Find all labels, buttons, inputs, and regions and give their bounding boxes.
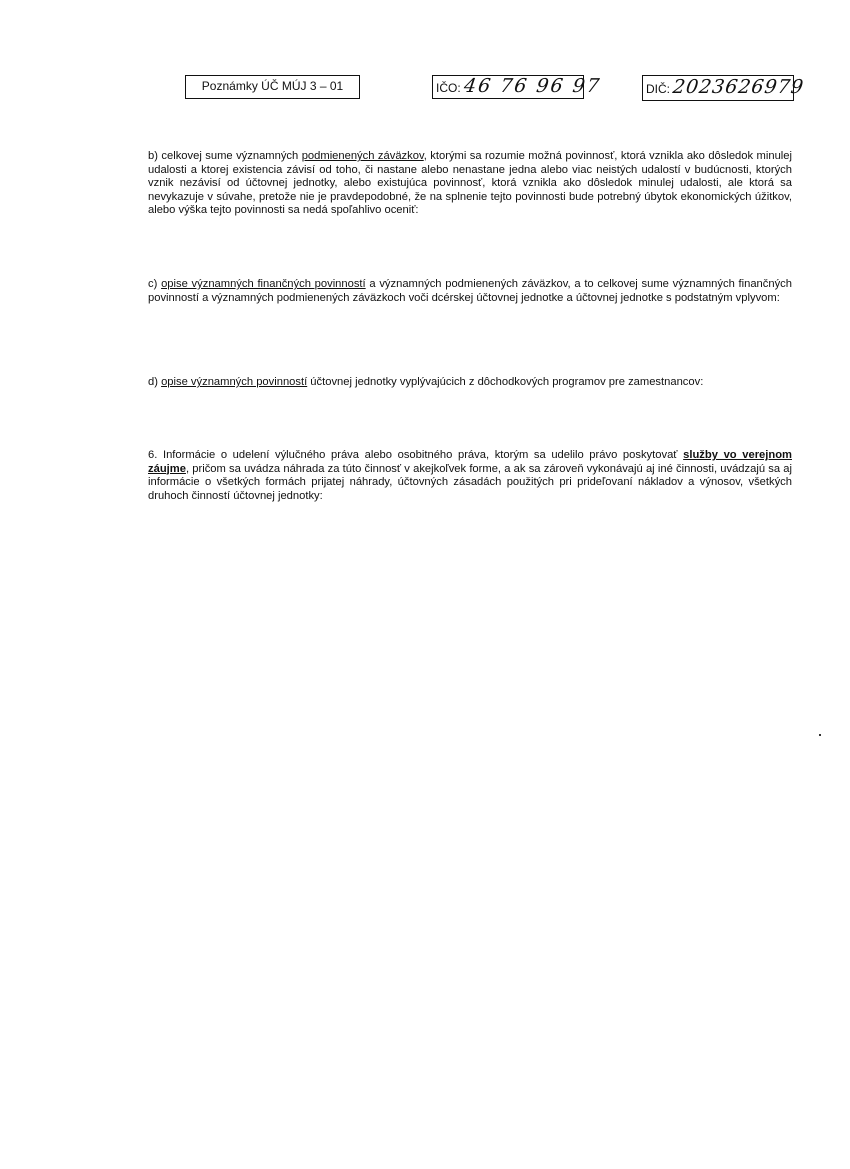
section-c-underlined: opise významných finančných povinností: [161, 278, 366, 290]
section-c: [148, 278, 792, 305]
section-b-prefix: b) celkovej sume významných: [148, 150, 302, 162]
section-6-text: , pričom sa uvádza náhrada za túto činnosť v akejkoľvek forme, a ak sa zároveň vykonávajú aj iné činnosti, uvádzajú sa aj informácie o všetkých formách prijatej náhrady, účtovných zásadách použitých pri prideľovaní nákladov a výnosov, všetkých druhoch činností účtovnej jednotky:: [148, 462, 792, 502]
ico-box: [432, 75, 603, 99]
section-d-prefix: d): [148, 376, 162, 388]
section-6-underlined: služby vo verejnom záujme: [148, 449, 792, 475]
section-6-prefix: 6. Informácie o udelení výlučného práva alebo osobitného práva, ktorým sa udelilo právo poskytovať: [148, 449, 684, 461]
form-label-box: [185, 75, 360, 99]
section-c-text: a významných podmienených záväzkov, a to celkovej sume významných finančných povinností a významných podmienených záväzkoch voči dcérskej účtovnej jednotke a účtovnej jednotke s podstatným vplyvom:: [148, 278, 792, 304]
section-b-underlined: podmienených záväzkov: [301, 150, 424, 162]
section-b-text: , ktorými sa rozumie možná povinnosť, ktorá vznikla ako dôsledok minulej udalosti a ktorej existencia závisí od toho, či nastane alebo nenastane jedna alebo viac neistých udalostí v budúcnosti, ktorých vznik nezávisí od účtovnej jednotky, alebo existujúca povinnosť, ktorá vznikla ako dôsledok minulej udalosti, ale ktorá sa nevykazuje v súvahe, pretože nie je pravdepodobné, že na splnenie tejto povinnosti bude potrebný úbytok ekonomických úžitkov, alebo výška tejto povinnosti sa nedá spoľahlivo oceniť:: [148, 150, 792, 216]
dic-value: 2023626979: [671, 76, 806, 98]
form-label: Poznámky ÚČ MÚJ 3 – 01: [201, 79, 344, 93]
ico-value: 46 76 96 97: [462, 75, 603, 97]
scan-speck: [819, 734, 821, 736]
section-d-text: účtovnej jednotky vyplývajúcich z dôchodkových programov pre zamestnancov:: [307, 376, 704, 388]
section-d-underlined: opise významných povinností: [161, 376, 308, 388]
section-c-prefix: c): [148, 278, 162, 290]
section-b: [148, 150, 792, 218]
dic-label: DIČ:: [646, 82, 670, 96]
dic-box: [642, 75, 806, 101]
ico-label: IČO:: [436, 81, 461, 95]
section-6: [148, 449, 792, 503]
section-d: [148, 376, 792, 390]
